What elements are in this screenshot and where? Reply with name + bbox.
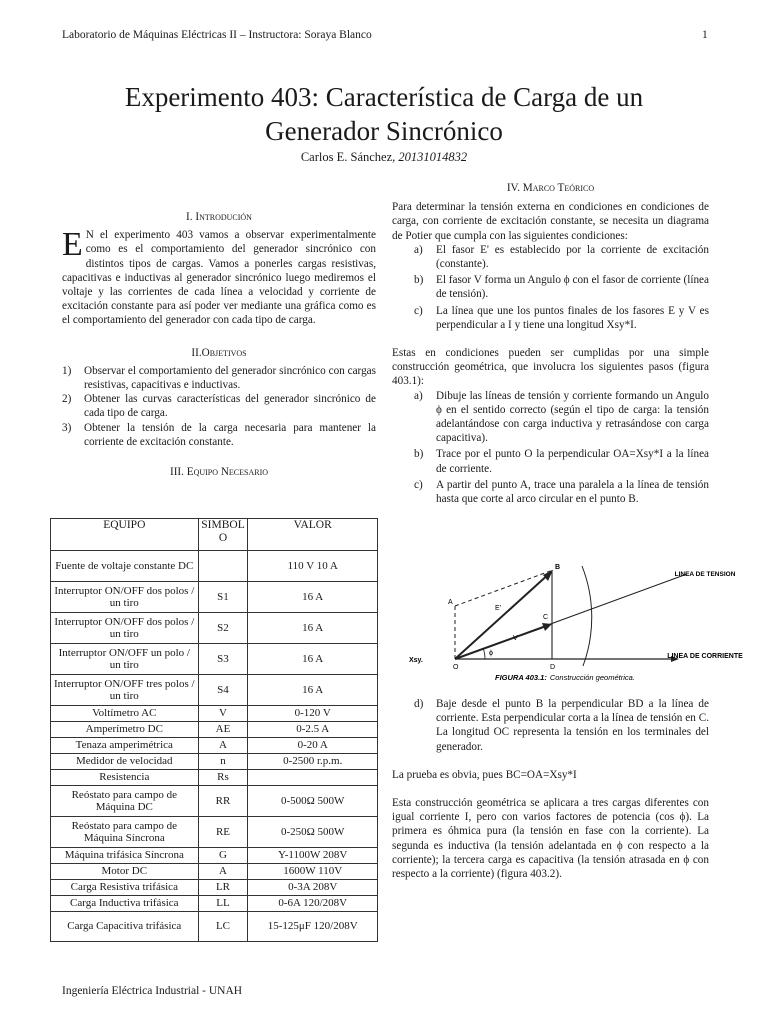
vector-v-arrow xyxy=(542,623,552,631)
title-line-1: Experimento 403: Característica de Carga de un xyxy=(124,82,644,112)
table-row: Carga Inductiva trifásica LL 0-6A 120/208V xyxy=(51,896,378,912)
table-row: Resistencia Rs xyxy=(51,770,378,786)
vector-e-label: E' xyxy=(495,605,502,612)
tension-line-label: LINEA DE TENSION xyxy=(674,571,736,578)
table-row: Reóstato para campo de Máquina Síncrona RE 0-250Ω 500W xyxy=(51,817,378,848)
table-row: Reóstato para campo de Máquina DC RR 0-500Ω 500W xyxy=(51,786,378,817)
table-row: Carga Resistiva trifásica LR 0-3A 208V xyxy=(51,880,378,896)
marco-paragraph-2: Estas en condiciones pueden ser cumplidas por una simple construcción geométrica, que involucra los siguientes pasos (figura 403.1): xyxy=(392,347,709,388)
angle-phi-label: ϕ xyxy=(489,650,493,657)
list-item: 3) Obtener la tensión de la carga necesaria para mantener la corriente de excitación constante. xyxy=(62,421,376,448)
equipo-table xyxy=(50,518,378,942)
author-line xyxy=(40,150,728,165)
list-item: 1) Observar el comportamiento del generador sincrónico con cargas resistivas, capacitivas e inductivas. xyxy=(62,364,376,392)
table-row: Medidor de velocidad n 0-2500 r.p.m. xyxy=(51,754,378,770)
table-row: Fuente de voltaje constante DC 110 V 10 A xyxy=(51,551,378,582)
current-line-label: LINEA DE CORRIENTE xyxy=(667,653,743,660)
intro-heading: I. Introdución xyxy=(186,211,252,223)
marco-heading: IV. Marco Teórico xyxy=(506,182,595,194)
intro-dropcap: E xyxy=(62,226,83,264)
right-column-lower xyxy=(392,697,709,881)
author-name: Carlos E. Sánchez, xyxy=(300,150,396,164)
right-column xyxy=(392,181,709,506)
list-item: c) A partir del punto A, trace una paralela a la línea de tensión hasta que corte al arco circular en el punto B. xyxy=(414,478,709,506)
equipo-table-wrap xyxy=(50,518,378,942)
circle-arc xyxy=(582,566,592,666)
point-a-label: A xyxy=(448,599,453,606)
point-d-label: D xyxy=(550,664,556,671)
list-item: a) Dibuje las líneas de tensión y corriente formando un Angulo ϕ en el sentido correcto (según el tipo de carga: la tensión adelantándose con carga inductiva y retrasándose con carga capacitiva). xyxy=(414,389,709,445)
intro-text: N el experimento 403 vamos a observar experimentalmente como es el comportamiento del generador sincrónico con distintos tipos de cargas. Vamos a ponerles cargas resistivas, capacitivas e inductivas al generador sincrónico luego mediremos el voltaje y las corrientes de cada línea a velocidad y corriente de excitación constante para así poder ver mediante una gráfica como es el comportamiento del generador con cada tipo de carga. xyxy=(62,229,376,327)
intro-paragraph xyxy=(62,228,376,327)
table-row: Máquina trifásica Síncrona G Y-1100W 208V xyxy=(51,848,378,864)
table-row: Interruptor ON/OFF dos polos / un tiro S1 16 A xyxy=(51,582,378,613)
objetivos-heading: II.Objetivos xyxy=(191,346,247,359)
table-row: Interruptor ON/OFF un polo / un tiro S3 16 A xyxy=(51,644,378,675)
left-column xyxy=(62,210,376,479)
conditions-list xyxy=(392,243,709,332)
table-row: Tenaza amperimétrica A 0-20 A xyxy=(51,738,378,754)
marco-paragraph-3: La prueba es obvia, pues BC=OA=Xsy*I xyxy=(392,768,577,781)
point-o-label: O xyxy=(453,664,459,671)
vector-v xyxy=(455,625,549,659)
running-header: Laboratorio de Máquinas Eléctricas II – Instructora: Soraya Blanco xyxy=(62,29,372,41)
figure-caption: FIGURA 403.1: Construcción geométrica. xyxy=(495,673,635,682)
list-item: a) El fasor E' es establecido por la corriente de excitación (constante). xyxy=(414,243,709,271)
marco-paragraph-4: Esta construcción geométrica se aplicara a tres cargas diferentes con igual corriente I, pero con varios factores de potencia (cos ϕ). La primera es óhmica pura (la tensión en fase con la corriente). La segunda es inductiva (la tensión adelantada en ϕ con respecto a la corriente); la tercera carga es capacitiva (la tensión atrasada en ϕ con respecto a la corriente) (figura 403.2). xyxy=(392,797,709,881)
page-footer: Ingeniería Eléctrica Industrial - UNAH xyxy=(62,985,243,997)
table-row: Interruptor ON/OFF tres polos / un tiro S4 16 A xyxy=(51,675,378,706)
vector-v-label: V xyxy=(513,635,518,642)
step-d-list xyxy=(392,697,709,754)
table-row: Motor DC A 1600W 110V xyxy=(51,864,378,880)
ab-dashed xyxy=(455,570,553,606)
objetivos-list xyxy=(62,364,376,449)
list-item: d) Baje desde el punto B la perpendicular BD a la línea de corriente. Esta perpendicular corta a la línea de tensión en C. La longitud OC representa la tensión en los terminales del generador. xyxy=(414,698,709,753)
point-b-label: B xyxy=(555,564,561,571)
point-c-label: C xyxy=(543,614,549,621)
vector-e xyxy=(455,572,551,659)
xsy-label: Xsy. xyxy=(409,657,423,664)
steps-list xyxy=(392,389,709,507)
author-id: 20131014832 xyxy=(398,150,468,164)
paper-title xyxy=(40,80,728,148)
table-row: Interruptor ON/OFF dos polos / un tiro S2 16 A xyxy=(51,613,378,644)
angle-arc xyxy=(483,648,485,659)
column-header: SIMBOLO xyxy=(198,519,248,551)
column-header: VALOR xyxy=(248,519,378,551)
column-header: EQUIPO xyxy=(51,519,199,551)
table-row: Carga Capacitiva trifásica LC 15-125μF 120/208V xyxy=(51,912,378,942)
title-line-2: Generador Sincrónico xyxy=(265,116,503,146)
table-header-row xyxy=(51,519,378,551)
list-item: 2) Obtener las curvas características del generador sincrónico de cada tipo de carga. xyxy=(62,393,376,420)
page-number: 1 xyxy=(702,29,708,41)
table-row: Voltímetro AC V 0-120 V xyxy=(51,706,378,722)
list-item: c) La línea que une los puntos finales de los fasores E y V es perpendicular a I y tiene una longitud Xsy*I. xyxy=(414,304,709,331)
equipo-heading: III. Equipo Necesario xyxy=(169,466,269,479)
list-item: b) El fasor V forma un Angulo ϕ con el fasor de corriente (línea de tensión). xyxy=(414,274,709,301)
marco-paragraph-1: Para determinar la tensión externa en condiciones en condiciones de carga, con corriente de excitación constante, se necesita un diagrama de Potier que cumpla con las siguientes condiciones: xyxy=(392,201,709,242)
list-item: b) Trace por el punto O la perpendicular OA=Xsy*I a la línea de corriente. xyxy=(414,448,709,475)
figure-403-1 xyxy=(405,548,743,684)
table-row: Amperímetro DC AE 0-2.5 A xyxy=(51,722,378,738)
